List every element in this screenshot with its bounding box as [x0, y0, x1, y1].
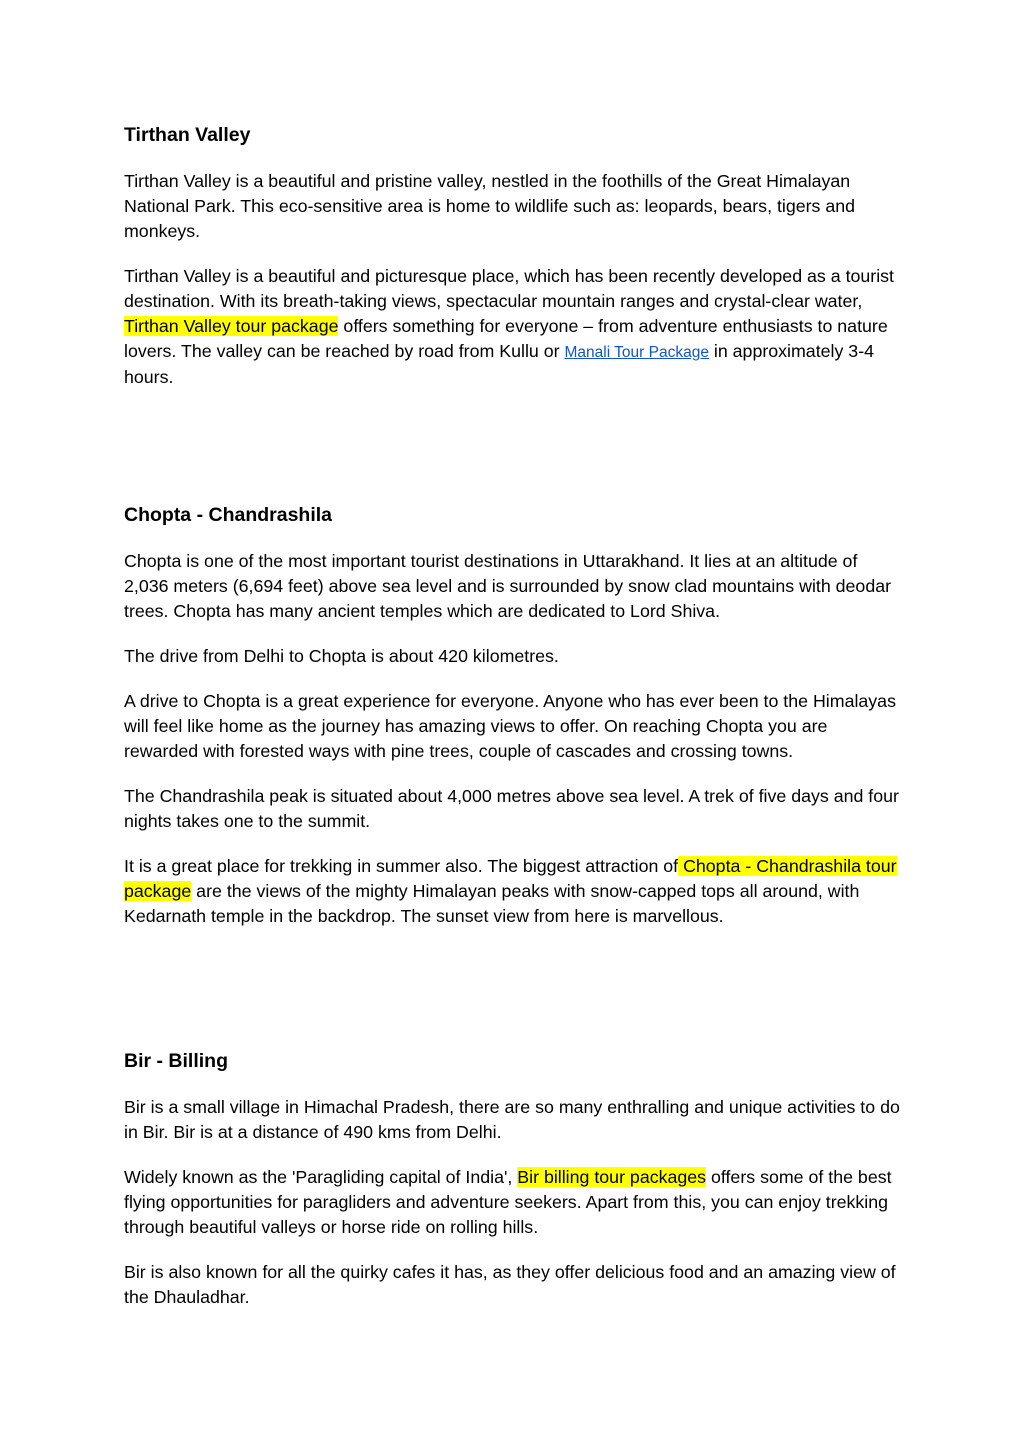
text-run: It is a great place for trekking in summer also. The biggest attraction of	[124, 856, 679, 876]
section-chopta-chandrashila	[124, 503, 904, 929]
section-bir-billing	[124, 1049, 904, 1310]
paragraph: The drive from Delhi to Chopta is about 420 kilometres.	[124, 646, 559, 666]
paragraph	[124, 1165, 904, 1240]
text-run: are the views of the mighty Himalayan peaks with snow-capped tops all around, with Kedarnath temple in the backdrop. The sunset view from here is marvellous.	[124, 881, 860, 926]
text-run: in approximately 3-4 hours.	[124, 341, 875, 387]
paragraph: Tirthan Valley is a beautiful and pristine valley, nestled in the foothills of the Great Himalayan National Park. This eco-sensitive area is home to wildlife such as: leopards, bears, tigers and monkeys.	[124, 171, 856, 241]
highlighted-text: Chopta - Chandrashila tour package	[124, 856, 897, 901]
paragraph	[124, 854, 904, 929]
paragraph: Chopta is one of the most important tourist destinations in Uttarakhand. It lies at an altitude of 2,036 meters (6,694 feet) above sea level and is surrounded by snow clad mountains with deodar trees. Chopta has many ancient temples which are dedicated to Lord Shiva.	[124, 551, 892, 621]
section-tirthan-valley	[124, 123, 904, 390]
paragraph	[124, 264, 904, 390]
manali-tour-package-link[interactable]: Manali Tour Package	[564, 344, 709, 361]
text-run: offers some of the best flying opportunities for paragliders and adventure seekers. Apart from this, you can enjoy trekking through beautiful valleys or horse ride on rolling hills.	[124, 1167, 892, 1237]
highlighted-text: Tirthan Valley tour package	[124, 316, 339, 336]
paragraph: The Chandrashila peak is situated about 4,000 metres above sea level. A trek of five days and four nights takes one to the summit.	[124, 786, 899, 831]
paragraph: Bir is also known for all the quirky cafes it has, as they offer delicious food and an amazing view of the Dhauladhar.	[124, 1262, 896, 1307]
section-heading: Chopta - Chandrashila	[124, 504, 333, 526]
highlighted-text: Bir billing tour packages	[517, 1167, 707, 1187]
text-run: Tirthan Valley is a beautiful and picturesque place, which has been recently developed as a tourist destination. With its breath-taking views, spectacular mountain ranges and crystal-clear water,	[124, 266, 894, 311]
text-run: Widely known as the 'Paragliding capital of India',	[124, 1167, 518, 1187]
paragraph: Bir is a small village in Himachal Pradesh, there are so many enthralling and unique activities to do in Bir. Bir is at a distance of 490 kms from Delhi.	[124, 1097, 900, 1142]
text-run: offers something for everyone – from adventure enthusiasts to nature lovers. The valley can be reached by road from Kullu or	[124, 316, 888, 361]
paragraph: A drive to Chopta is a great experience for everyone. Anyone who has ever been to the Himalayas will feel like home as the journey has amazing views to offer. On reaching Chopta you are rewarded with forested ways with pine trees, couple of cascades and crossing towns.	[124, 691, 896, 761]
section-heading: Bir - Billing	[124, 1050, 228, 1072]
section-heading: Tirthan Valley	[124, 124, 251, 146]
